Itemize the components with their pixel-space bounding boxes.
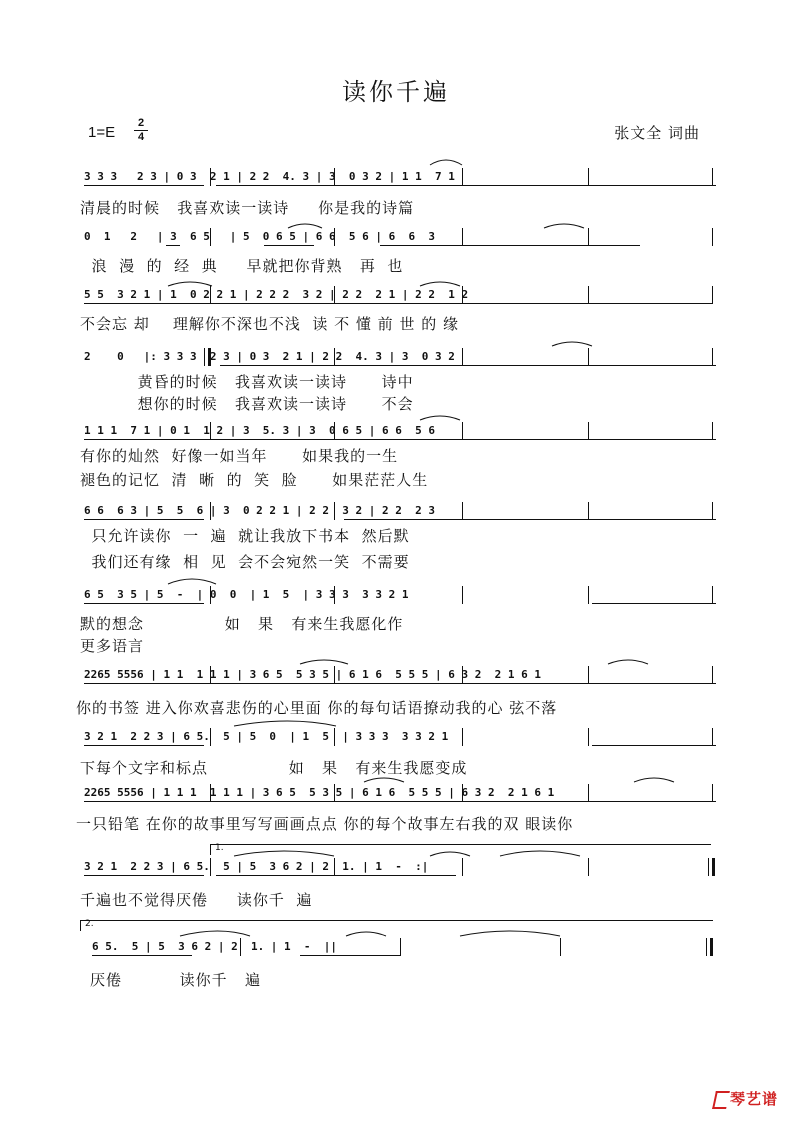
notation-line: 2 0 |: 3 3 3 2 3 | 0 3 2 1 | 2 2 4. 3 | 3 0 3 2 — [84, 350, 455, 363]
lyric-line: 只允许读你 一 遍 就让我放下书本 然后默 — [80, 527, 410, 545]
notation-line: 3 3 3 2 3 | 0 3 2 1 | 2 2 4. 3 | 3 0 3 2 | 1 1 7 1 — [84, 170, 455, 183]
author-credit: 张文全 词曲 — [614, 124, 700, 142]
lyric-line: 厌倦 读你千 遍 — [90, 971, 261, 989]
lyric-line: 浪 漫 的 经 典 早就把你背熟 再 也 — [80, 257, 404, 275]
notation-line: 0 1 2 | 3 6 5 | 5 0 6 5 | 6 6 5 6 | 6 6 3 — [84, 230, 435, 243]
lyric-line: 想你的时候 我喜欢读一读诗 不会 — [80, 395, 414, 413]
lyric-line: 下每个文字和标点 如 果 有来生我愿变成 — [80, 759, 468, 777]
lyric-line: 褪色的记忆 清 晰 的 笑 脸 如果茫茫人生 — [80, 471, 429, 489]
time-signature-bottom: 4 — [137, 131, 145, 143]
lyric-line: 一只铅笔 在你的故事里写写画画点点 你的每个故事左右我的双 眼读你 — [76, 815, 574, 833]
logo-icon — [712, 1091, 730, 1109]
watermark-logo — [714, 1088, 778, 1109]
volta-number: 1. — [215, 843, 224, 853]
notation-line: 6 5. 5 | 5 3 6 2 | 2 1. | 1 - || — [92, 940, 338, 953]
song-title: 读你千遍 — [342, 78, 450, 106]
notation-line: 5 5 3 2 1 | 1 0 2 2 1 | 2 2 2 3 2 | 2 2 2 1 | 2 2 1 2 — [84, 288, 469, 301]
lyric-line: 清晨的时候 我喜欢读一读诗 你是我的诗篇 — [80, 199, 415, 217]
lyric-line: 黄昏的时候 我喜欢读一读诗 诗中 — [80, 373, 414, 391]
notation-line: 3 2 1 2 2 3 | 6 5. 5 | 5 0 | 1 5 | 3 3 3 3 3 2 1 — [84, 730, 449, 743]
lyric-line: 有你的灿然 好像一如当年 如果我的一生 — [80, 447, 399, 465]
notation-line: 2265 5556 | 1 1 1 1 1 | 3 6 5 5 3 5 | 6 1 6 5 5 5 | 6 3 2 2 1 6 1 — [84, 668, 541, 681]
lyric-line: 我们还有缘 相 见 会不会宛然一笑 不需要 — [80, 553, 410, 571]
time-signature-top: 2 — [137, 117, 145, 129]
notation-line: 6 5 3 5 | 5 - | 0 0 | 1 5 | 3 3 3 3 3 2 1 — [84, 588, 409, 601]
notation-line: 1 1 1 7 1 | 0 1 1 2 | 3 5. 3 | 3 0 6 5 | 6 6 5 6 — [84, 424, 435, 437]
watermark-text: 琴艺谱 — [729, 1090, 778, 1108]
notation-line: 3 2 1 2 2 3 | 6 5. 5 | 5 3 6 2 | 2 1. | 1 - :| — [84, 860, 429, 873]
lyric-line: 更多语言 — [80, 637, 145, 655]
lyric-line: 千遍也不觉得厌倦 读你千 遍 — [80, 891, 313, 909]
lyric-line: 不会忘 却 理解你不深也不浅 读 不 懂 前 世 的 缘 — [80, 315, 459, 333]
notation-line: 6 6 6 3 | 5 5 6 | 3 0 2 2 1 | 2 2 3 2 | 2 2 2 3 — [84, 504, 435, 517]
lyric-line: 你的书签 进入你欢喜悲伤的心里面 你的每句话语撩动我的心 弦不落 — [76, 699, 558, 717]
key-signature: 1=E — [88, 124, 116, 141]
notation-line: 2265 5556 | 1 1 1 1 1 1 | 3 6 5 5 3 5 | 6 1 6 5 5 5 | 6 3 2 2 1 6 1 — [84, 786, 555, 799]
lyric-line: 默的想念 如 果 有来生我愿化作 — [80, 615, 404, 633]
volta-number: 2. — [85, 919, 94, 929]
